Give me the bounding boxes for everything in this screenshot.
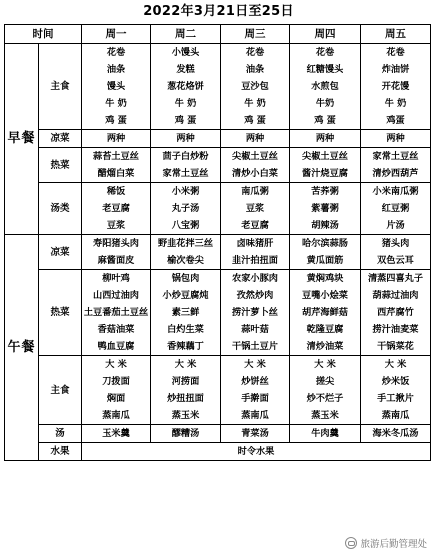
lunch-hot-row: [5, 270, 431, 288]
menu-item-cell: 豆嘴小烩菜: [290, 287, 361, 304]
menu-item-cell: 小米粥: [151, 183, 221, 201]
menu-item-cell: 寿阳猪头肉: [82, 235, 151, 253]
menu-item-cell: 焖面: [82, 390, 151, 407]
lunch-staple-label: 主食: [39, 356, 82, 425]
menu-item-cell: 捞汁萝卜丝: [221, 304, 290, 321]
menu-item-cell: 油条: [221, 61, 290, 78]
menu-item-cell: 苦荞粥: [290, 183, 361, 201]
menu-item-cell: 白灼生菜: [151, 321, 221, 338]
menu-item-cell: 紫薯粥: [290, 200, 361, 217]
menu-item-cell: 豆浆: [82, 217, 151, 235]
menu-item-cell: 豆沙包: [221, 78, 290, 95]
breakfast-hot-label: 热菜: [39, 148, 82, 183]
menu-item-cell: 水煎包: [290, 78, 361, 95]
menu-item-cell: 素三鲜: [151, 304, 221, 321]
menu-item-cell: 尖椒土豆丝: [221, 148, 290, 166]
menu-item-cell: 炒饼丝: [221, 373, 290, 390]
menu-item-cell: 清蒸四喜丸子: [361, 270, 431, 288]
header-wednesday: 周三: [221, 25, 290, 44]
menu-item-cell: 家常土豆丝: [151, 165, 221, 183]
menu-item-cell: 清炒小白菜: [221, 165, 290, 183]
menu-item-cell: 孜然炒肉: [221, 287, 290, 304]
menu-item-cell: 大 米: [82, 356, 151, 374]
lunch-soup-row: [5, 425, 431, 443]
menu-item-cell: 牛奶: [290, 95, 361, 112]
menu-item-cell: 香辣藕丁: [151, 338, 221, 356]
menu-item-cell: 鸡 蛋: [82, 112, 151, 130]
menu-item-cell: 丸子汤: [151, 200, 221, 217]
menu-item-cell: 小米南瓜粥: [361, 183, 431, 201]
lunch-fruit-label: 水果: [39, 443, 82, 461]
menu-item-cell: 牛 奶: [82, 95, 151, 112]
menu-item-cell: 酱汁烧豆腐: [290, 165, 361, 183]
menu-item-cell: 海米冬瓜汤: [361, 425, 431, 443]
menu-item-cell: 蒸南瓜: [221, 407, 290, 425]
header-row: [5, 25, 431, 44]
fruit-text: 时令水果: [82, 443, 431, 461]
menu-item-cell: 大 米: [151, 356, 221, 374]
menu-item-cell: 蒸玉米: [151, 407, 221, 425]
menu-item-cell: 小炒豆腐炖: [151, 287, 221, 304]
menu-item-cell: 卤味猪肝: [221, 235, 290, 253]
breakfast-staple-row: [5, 44, 431, 62]
menu-item-cell: 炒扭扭面: [151, 390, 221, 407]
breakfast-hot-row: [5, 148, 431, 166]
menu-item-cell: 榆次卷尖: [151, 252, 221, 270]
menu-item-cell: 搓尖: [290, 373, 361, 390]
menu-item-cell: 牛 奶: [221, 95, 290, 112]
lunch-hot-label: 热菜: [39, 270, 82, 356]
menu-item-cell: 葱花烙饼: [151, 78, 221, 95]
menu-item-cell: 醋熘白菜: [82, 165, 151, 183]
menu-item-cell: 蒸南瓜: [82, 407, 151, 425]
menu-item-cell: 炸油饼: [361, 61, 431, 78]
menu-item-cell: 乾隆豆腐: [290, 321, 361, 338]
menu-item-cell: 手擀面: [221, 390, 290, 407]
menu-item-cell: 麻酱面皮: [82, 252, 151, 270]
menu-item-cell: 花卷: [361, 44, 431, 62]
menu-item-cell: 发糕: [151, 61, 221, 78]
menu-item-cell: 蒜叶菇: [221, 321, 290, 338]
menu-item-cell: 两种: [361, 130, 431, 148]
watermark-text: 旅游后勤管理处: [360, 539, 427, 550]
menu-item-cell: 豆浆: [221, 200, 290, 217]
menu-item-cell: 馒头: [82, 78, 151, 95]
menu-item-cell: 清炒油菜: [290, 338, 361, 356]
menu-item-cell: 蒸玉米: [290, 407, 361, 425]
menu-item-cell: 稀饭: [82, 183, 151, 201]
lunch-soup-label: 汤: [39, 425, 82, 443]
menu-item-cell: 干锅土豆片: [221, 338, 290, 356]
menu-item-cell: 双色云耳: [361, 252, 431, 270]
menu-item-cell: 手工揪片: [361, 390, 431, 407]
menu-item-cell: 八宝粥: [151, 217, 221, 235]
watermark: [343, 535, 429, 551]
menu-item-cell: 鸭血豆腐: [82, 338, 151, 356]
breakfast-staple-label: 主食: [39, 44, 82, 130]
menu-item-cell: 河捞面: [151, 373, 221, 390]
menu-item-cell: 清炒西葫芦: [361, 165, 431, 183]
menu-item-cell: 野韭花拌三丝: [151, 235, 221, 253]
menu-item-cell: 油条: [82, 61, 151, 78]
page-title: 2022年3月21日至25日: [143, 4, 294, 19]
menu-item-cell: 胡芹海鲜菇: [290, 304, 361, 321]
menu-item-cell: 南瓜粥: [221, 183, 290, 201]
breakfast-soup-row: [5, 183, 431, 201]
menu-item-cell: 韭汁拍扭面: [221, 252, 290, 270]
lunch-staple-row: [5, 356, 431, 374]
menu-item-cell: 农家小豚肉: [221, 270, 290, 288]
menu-item-cell: 两种: [82, 130, 151, 148]
lunch-fruit-row: [5, 443, 431, 461]
header-friday: 周五: [361, 25, 431, 44]
menu-item-cell: 片汤: [361, 217, 431, 235]
menu-item-cell: 牛肉羹: [290, 425, 361, 443]
breakfast-cold-row: [5, 130, 431, 148]
menu-item-cell: 黄瓜面筋: [290, 252, 361, 270]
menu-item-cell: 两种: [290, 130, 361, 148]
wechat-logo-icon: [345, 537, 357, 549]
menu-body: [5, 25, 431, 461]
weekly-menu-table: [4, 24, 431, 461]
menu-item-cell: 土豆番茄土豆丝: [82, 304, 151, 321]
menu-item-cell: 老豆腐: [82, 200, 151, 217]
menu-item-cell: 鸡 蛋: [151, 112, 221, 130]
menu-item-cell: 大 米: [361, 356, 431, 374]
menu-item-cell: 鸡 蛋: [221, 112, 290, 130]
lunch-label: 午餐: [5, 235, 39, 461]
menu-item-cell: 小馒头: [151, 44, 221, 62]
menu-item-cell: 大 米: [221, 356, 290, 374]
menu-item-cell: 胡辣汤: [290, 217, 361, 235]
menu-item-cell: 刀拨面: [82, 373, 151, 390]
menu-item-cell: 蒸南瓜: [361, 407, 431, 425]
menu-item-cell: 鸡蛋: [361, 112, 431, 130]
menu-item-cell: 捞汁油麦菜: [361, 321, 431, 338]
header-time: 时间: [5, 25, 82, 44]
menu-item-cell: 炒不烂子: [290, 390, 361, 407]
breakfast-cold-label: 凉菜: [39, 130, 82, 148]
menu-item-cell: 西芹腐竹: [361, 304, 431, 321]
breakfast-soup-label: 汤类: [39, 183, 82, 235]
menu-item-cell: 家常土豆丝: [361, 148, 431, 166]
menu-item-cell: 两种: [221, 130, 290, 148]
menu-item-cell: 鸡 蛋: [290, 112, 361, 130]
menu-item-cell: 猪头肉: [361, 235, 431, 253]
menu-item-cell: 花卷: [221, 44, 290, 62]
breakfast-label: 早餐: [5, 44, 39, 235]
menu-item-cell: 大 米: [290, 356, 361, 374]
menu-item-cell: 香菇油菜: [82, 321, 151, 338]
menu-item-cell: 开花馒: [361, 78, 431, 95]
lunch-cold-row: [5, 235, 431, 253]
menu-item-cell: 葫蒜过油肉: [361, 287, 431, 304]
menu-item-cell: 锅包肉: [151, 270, 221, 288]
menu-item-cell: 玉米羹: [82, 425, 151, 443]
menu-item-cell: 牛 奶: [361, 95, 431, 112]
menu-item-cell: 茴子白炒粉: [151, 148, 221, 166]
menu-item-cell: 红糖馒头: [290, 61, 361, 78]
menu-item-cell: 花卷: [290, 44, 361, 62]
header-thursday: 周四: [290, 25, 361, 44]
menu-item-cell: 哈尔滨蒜肠: [290, 235, 361, 253]
menu-item-cell: 干锅菜花: [361, 338, 431, 356]
lunch-cold-label: 凉菜: [39, 235, 82, 270]
menu-item-cell: 红豆粥: [361, 200, 431, 217]
menu-item-cell: 老豆腐: [221, 217, 290, 235]
menu-item-cell: 山西过油肉: [82, 287, 151, 304]
header-tuesday: 周二: [151, 25, 221, 44]
menu-item-cell: 青菜汤: [221, 425, 290, 443]
menu-item-cell: 柳叶鸡: [82, 270, 151, 288]
menu-item-cell: 黄焖鸡块: [290, 270, 361, 288]
menu-item-cell: 蒜苔土豆丝: [82, 148, 151, 166]
menu-item-cell: 花卷: [82, 44, 151, 62]
menu-item-cell: 两种: [151, 130, 221, 148]
header-monday: 周一: [82, 25, 151, 44]
menu-item-cell: 牛 奶: [151, 95, 221, 112]
menu-item-cell: 尖椒土豆丝: [290, 148, 361, 166]
menu-item-cell: 炒米饭: [361, 373, 431, 390]
menu-item-cell: 醪糟汤: [151, 425, 221, 443]
